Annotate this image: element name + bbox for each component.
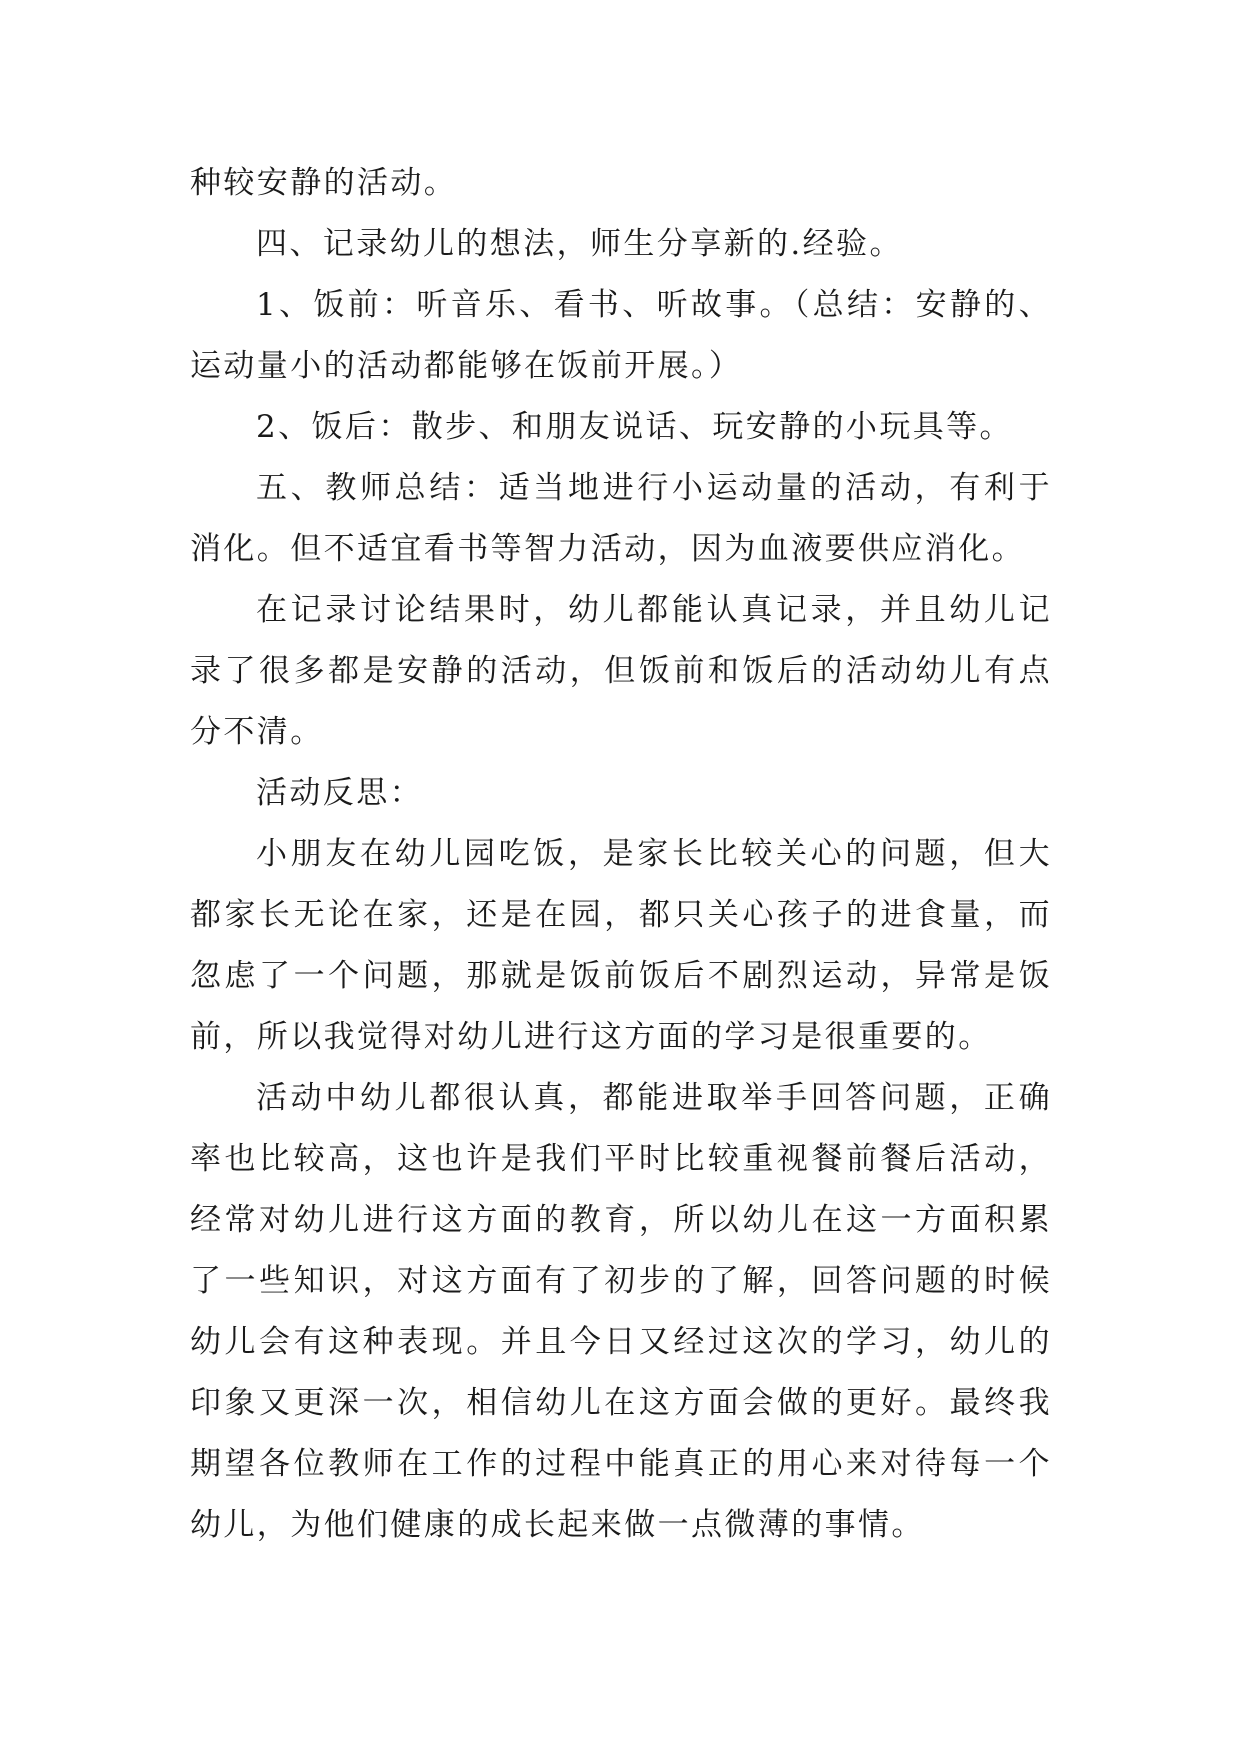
- paragraph-section-four: 四、记录幼儿的想法，师生分享新的.经验。: [256, 226, 903, 262]
- paragraph-reflection-one: 小朋友在幼儿园吃饭，是家长比较关心的问题，但大都家长无论在家，还是在园，都只关心孩子的进食量，而忽虑了一个问题，那就是饭前饭后不剧烈运动，异常是饭前，所以我觉得对幼儿进行这方面的学习是很重要的。: [190, 836, 1052, 1055]
- paragraph-continuation: 种较安静的活动。: [190, 165, 458, 201]
- paragraph-section-five: 五、教师总结：适当地进行小运动量的活动，有利于消化。但不适宜看书等智力活动，因为血液要供应消化。: [190, 470, 1052, 567]
- document-body: [190, 153, 1052, 1556]
- paragraph-recording-results: 在记录讨论结果时，幼儿都能认真记录，并且幼儿记录了很多都是安静的活动，但饭前和饭后的活动幼儿有点分不清。: [190, 592, 1052, 750]
- paragraph-reflection-heading: 活动反思：: [256, 775, 423, 811]
- paragraph-before-meal: 1、饭前：听音乐、看书、听故事。（总结：安静的、运动量小的活动都能够在饭前开展。）: [190, 287, 1052, 384]
- paragraph-after-meal: 2、饭后：散步、和朋友说话、玩安静的小玩具等。: [256, 409, 1013, 445]
- paragraph-reflection-two: 活动中幼儿都很认真，都能进取举手回答问题，正确率也比较高，这也许是我们平时比较重视餐前餐后活动，经常对幼儿进行这方面的教育，所以幼儿在这一方面积累了一些知识，对这方面有了初步的了解，回答问题的时候幼儿会有这种表现。并且今日又经过这次的学习，幼儿的印象又更深一次，相信幼儿在这方面会做的更好。最终我期望各位教师在工作的过程中能真正的用心来对待每一个幼儿，为他们健康的成长起来做一点微薄的事情。: [190, 1080, 1052, 1543]
